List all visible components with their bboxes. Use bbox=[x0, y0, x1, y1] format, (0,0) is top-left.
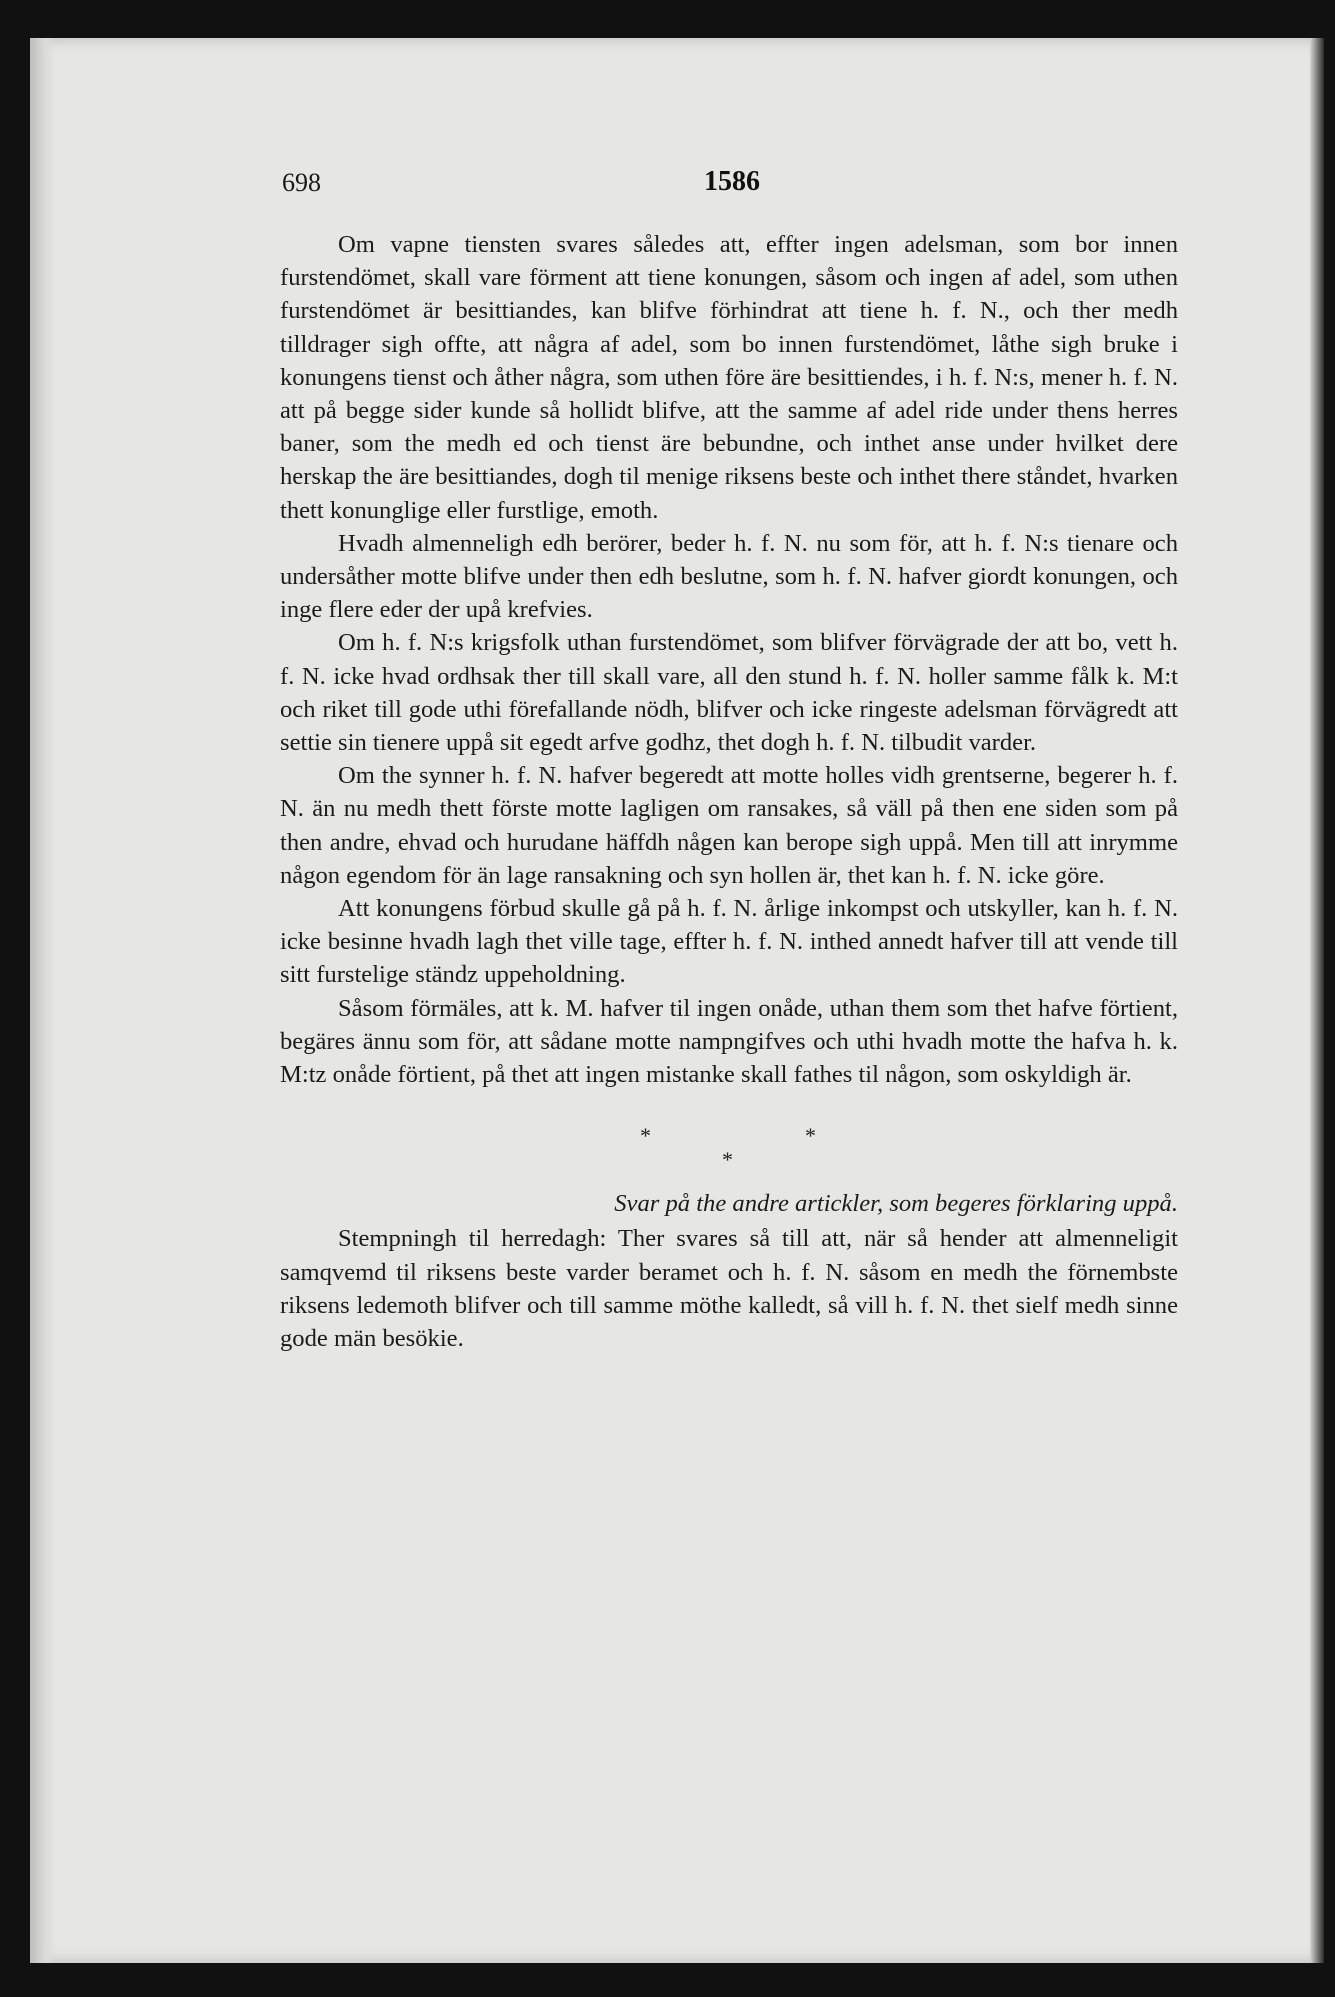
separator-star: * bbox=[805, 1123, 816, 1149]
separator-star: * bbox=[640, 1123, 651, 1149]
paragraph-grentserne: Om the synner h. f. N. hafver begeredt att motte holles vidh grentserne, begerer h. f. N. än nu medh thett förste motte lagligen om ransakes, så väll på then ene siden som på then andre, ehvad och hurudane häffdh någen kan berope sigh uppå. Men till att inrymme någon egendom för än lage ransakning och syn hollen är, thet kan h. f. N. icke göre. bbox=[280, 762, 1178, 889]
paragraph-vapne-tiensten: Om vapne tiensten svares således att, effter ingen adelsman, som bor innen furstendömet, skall vare förment att tiene konungen, såsom och ingen af adel, som uthen furstendömet är besittiandes, kan blifve förhindrat att tiene h. f. N., och ther medh tilldrager sigh offte, att några af adel, som bo innen furstendömet, låthe sigh bruke i konungens tienst och åther några, som uthen före äre besittiendes, i h. f. N:s, mener h. f. N. att på begge sider kunde så hollidt blifve, att the samme af adel ride under thens herres baner, som the medh ed och tienst äre bebundne, och inthet anse under hvilket dere herskap the äre besittiandes, dogh til menige riksens beste och inthet there ståndet, hvarken thett konunglige eller furstlige, emoth. bbox=[280, 231, 1178, 524]
paragraph-stempningh: Stempningh til herredagh: Ther svares så till att, när så hender att almenneligit samqvemd til riksens beste varder beramet och h. f. N. såsom en medh the förnembste riksens ledemoth blifver och till samme möthe kalledt, så vill h. f. N. thet sielf medh sinne gode män besökie. bbox=[280, 1225, 1178, 1353]
section-heading: Svar på the andre artickler, som begeres förklaring uppå. bbox=[614, 1190, 1178, 1218]
paragraph-konungens-forbud: Att konungens förbud skulle gå på h. f. N. årlige inkompst och utskyller, kan h. f. N. icke besinne hvadh lagh thet ville tage, effter h. f. N. inthed annedt hafver till att vende till sitt furstelige ständz uppeholdning. bbox=[280, 895, 1178, 989]
separator-star: * bbox=[722, 1147, 733, 1173]
asterism-separator bbox=[280, 1113, 1178, 1187]
paragraph-onade: Såsom förmäles, att k. M. hafver til ingen onåde, uthan them som thet hafve förtient, begäres ännu som för, att sådane motte nampngifves och uthi hvadh motte the hafva h. k. M:tz onåde förtient, på thet att ingen mistanke skall fathes til någon, som oskyldigh är. bbox=[280, 994, 1178, 1089]
paragraph-almenneligh-edh: Hvadh almenneligh edh berörer, beder h. f. N. nu som för, att h. f. N:s tienare och undersåther motte blifve under then edh beslutne, som h. f. N. hafver giordt konungen, och inge flere eder der upå krefvies. bbox=[280, 529, 1178, 624]
paragraph-krigsfolk: Om h. f. N:s krigsfolk uthan furstendömet, som blifver förvägrade der att bo, vett h. f. N. icke hvad ordhsak ther till skall vare, all den stund h. f. N. holler samme fålk k. M:t och riket till gode uthi förefallande nödh, blifver och icke ringeste adelsman förvägredt att settie sin tienere uppå sit egedt arfve godhz, thet dogh h. f. N. tilbudit varder. bbox=[280, 629, 1178, 757]
page-right-edge bbox=[1310, 38, 1324, 1963]
page-binding-shadow bbox=[30, 38, 56, 1963]
page-header bbox=[282, 168, 1177, 208]
page-number: 698 bbox=[282, 168, 321, 197]
page-year-heading: 1586 bbox=[704, 166, 760, 197]
body-text bbox=[280, 228, 1178, 1355]
